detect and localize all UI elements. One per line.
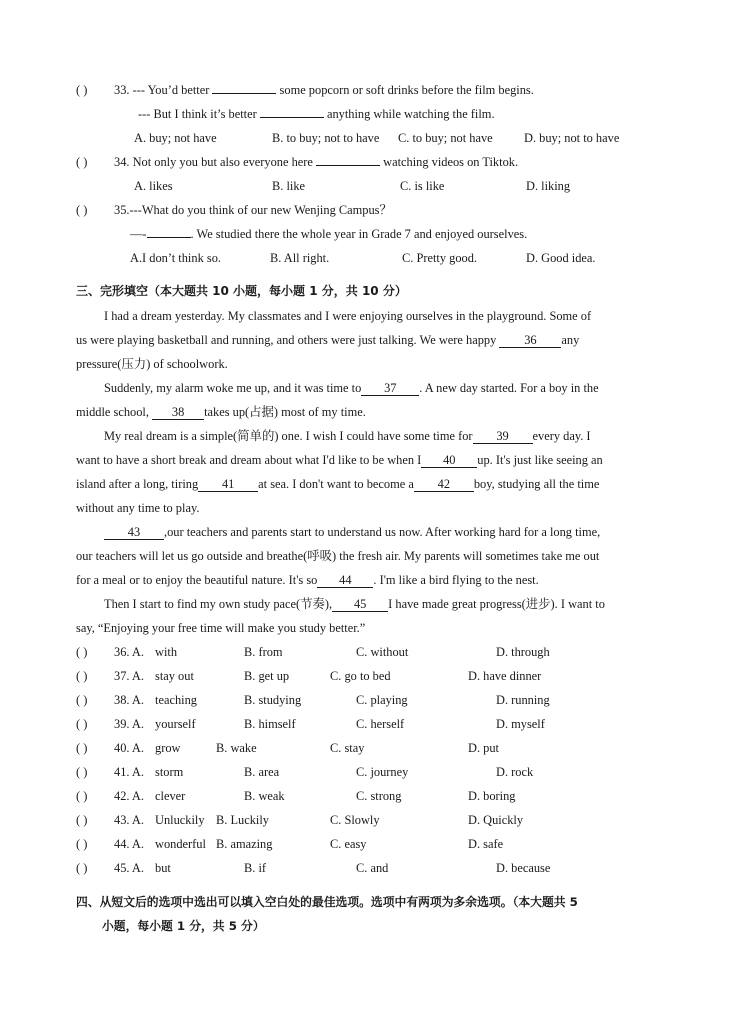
section-4-heading-line2: 小题，每小题 1 分，共 5 分）: [102, 919, 265, 933]
choice-41-c[interactable]: C. journey: [356, 765, 409, 779]
choice-38-c[interactable]: C. playing: [356, 693, 408, 707]
answer-paren-43[interactable]: ( ): [76, 813, 88, 827]
choice-39-c[interactable]: C. herself: [356, 717, 405, 731]
choice-38-a[interactable]: teaching: [155, 693, 197, 707]
passage-p2-line2: [76, 405, 366, 420]
option-34-a[interactable]: A. likes: [134, 179, 173, 193]
choice-42-b[interactable]: B. weak: [244, 789, 285, 803]
blank-34[interactable]: [316, 165, 380, 166]
choice-42-num: 42. A.: [114, 789, 144, 803]
answer-paren-45[interactable]: ( ): [76, 861, 88, 875]
choice-36-c[interactable]: C. without: [356, 645, 409, 659]
blank-36[interactable]: 36: [499, 334, 561, 348]
passage-p4-line1: [104, 525, 600, 540]
answer-paren-36[interactable]: ( ): [76, 645, 88, 659]
passage-p5-line1: [104, 597, 605, 612]
question-34: [114, 155, 518, 170]
option-35-c[interactable]: C. Pretty good.: [402, 251, 478, 265]
question-35-line2-a: —-: [130, 227, 147, 241]
passage-text: Suddenly, my alarm woke me up, and it was time to: [104, 381, 362, 395]
option-35-a[interactable]: A.I don’t think so.: [130, 251, 221, 265]
choice-44-c[interactable]: C. easy: [330, 837, 367, 851]
answer-paren-38[interactable]: ( ): [76, 693, 88, 707]
choice-44-num: 44. A.: [114, 837, 144, 851]
passage-text: . A new day started. For a boy in the: [419, 381, 599, 395]
answer-paren-42[interactable]: ( ): [76, 789, 88, 803]
passage-text: I have made great progress(进步). I want to: [388, 597, 605, 611]
answer-paren-39[interactable]: ( ): [76, 717, 88, 731]
question-35-line2-b: . We studied there the whole year in Grade 7 and enjoyed ourselves.: [190, 227, 528, 241]
passage-text: takes up(占据) most of my time.: [204, 405, 366, 419]
option-34-b[interactable]: B. like: [272, 179, 306, 193]
choice-36-a[interactable]: with: [155, 645, 178, 659]
option-35-b[interactable]: B. All right.: [270, 251, 330, 265]
question-33-stem-b: some popcorn or soft drinks before the film begins.: [279, 83, 534, 97]
passage-text: middle school,: [76, 405, 149, 419]
choice-37-b[interactable]: B. get up: [244, 669, 290, 683]
blank-37[interactable]: 37: [361, 382, 419, 396]
choice-45-b[interactable]: B. if: [244, 861, 267, 875]
answer-paren-33[interactable]: ( ): [76, 83, 88, 97]
passage-text: any: [561, 333, 580, 347]
option-33-c[interactable]: C. to buy; not have: [398, 131, 493, 145]
choice-40-c[interactable]: C. stay: [330, 741, 365, 755]
question-33-line2-a: --- But I think it’s better: [138, 107, 257, 121]
passage-text: up. It's just like seeing an: [477, 453, 603, 467]
choice-43-b[interactable]: B. Luckily: [216, 813, 269, 827]
blank-33a[interactable]: [212, 93, 276, 94]
choice-37-c[interactable]: C. go to bed: [330, 669, 391, 683]
passage-p1-line2: [76, 333, 579, 348]
choice-36-d[interactable]: D. through: [496, 645, 550, 659]
choice-41-d[interactable]: D. rock: [496, 765, 534, 779]
passage-text: island after a long, tiring: [76, 477, 199, 491]
question-35: [114, 203, 392, 218]
question-35-stem-a: 35.---What do you think of our new Wenjing Campus？: [114, 203, 392, 217]
choice-39-a[interactable]: yourself: [155, 717, 196, 731]
blank-40[interactable]: 40: [421, 454, 477, 468]
passage-p5-line2: say, “Enjoying your free time will make you study better.”: [76, 621, 366, 635]
blank-42[interactable]: 42: [414, 478, 474, 492]
choice-40-a[interactable]: grow: [155, 741, 181, 755]
choice-42-d[interactable]: D. boring: [468, 789, 516, 803]
choice-41-a[interactable]: storm: [155, 765, 184, 779]
choice-43-c[interactable]: C. Slowly: [330, 813, 380, 827]
choice-44-b[interactable]: B. amazing: [216, 837, 273, 851]
passage-text: boy, studying all the time: [473, 477, 600, 491]
question-33-stem-a: 33. --- You’d better: [114, 83, 210, 97]
choice-38-d[interactable]: D. running: [496, 693, 550, 707]
choice-43-num: 43. A.: [114, 813, 144, 827]
passage-p2-line1: [104, 381, 599, 396]
passage-text: for a meal or to enjoy the beautiful nature. It's so: [76, 573, 318, 587]
choice-40-b[interactable]: B. wake: [216, 741, 257, 755]
passage-p4-line3: [76, 573, 539, 588]
choice-39-d[interactable]: D. myself: [496, 717, 545, 731]
section-3-heading: 三、完形填空（本大题共 10 小题，每小题 1 分，共 10 分）: [76, 284, 407, 298]
question-34-stem-a: 34. Not only you but also everyone here: [114, 155, 313, 169]
choice-37-a[interactable]: stay out: [155, 669, 194, 683]
passage-text: us were playing basketball and running, and others were just talking. We were happy: [76, 333, 497, 347]
choice-39-num: 39. A.: [114, 717, 144, 731]
choice-44-a[interactable]: wonderful: [155, 837, 206, 851]
blank-45[interactable]: 45: [332, 598, 388, 612]
blank-41[interactable]: 41: [198, 478, 258, 492]
choice-37-num: 37. A.: [114, 669, 144, 683]
answer-paren-40[interactable]: ( ): [76, 741, 88, 755]
choice-45-c[interactable]: C. and: [356, 861, 389, 875]
passage-text: Then I start to find my own study pace(节奏),: [104, 597, 333, 611]
blank-33b[interactable]: [260, 117, 324, 118]
choice-45-d[interactable]: D. because: [496, 861, 551, 875]
choice-41-num: 41. A.: [114, 765, 144, 779]
section-4-heading-line1: 四、从短文后的选项中选出可以填入空白处的最佳选项。选项中有两项为多余选项。（本大题共 5: [76, 895, 578, 909]
passage-text: My real dream is a simple(简单的) one. I wish I could have some time for: [104, 429, 473, 443]
answer-paren-41[interactable]: ( ): [76, 765, 88, 779]
choice-45-a[interactable]: but: [155, 861, 171, 875]
answer-paren-44[interactable]: ( ): [76, 837, 88, 851]
passage-p1-line1: I had a dream yesterday. My classmates and I were enjoying ourselves in the playground. Some of: [104, 309, 592, 323]
option-34-d[interactable]: D. liking: [526, 179, 571, 193]
choice-45-num: 45. A.: [114, 861, 144, 875]
option-35-d[interactable]: D. Good idea.: [526, 251, 596, 265]
passage-p3-line1: [104, 429, 591, 444]
option-33-a[interactable]: A. buy; not have: [134, 131, 217, 145]
answer-paren-34[interactable]: ( ): [76, 155, 88, 169]
question-34-stem-b: watching videos on Tiktok.: [383, 155, 519, 169]
passage-text: . I'm like a bird flying to the nest.: [373, 573, 539, 587]
passage-text: at sea. I don't want to become a: [258, 477, 414, 491]
blank-39[interactable]: 39: [473, 430, 533, 444]
passage-text: want to have a short break and dream about what I'd like to be when I: [76, 453, 422, 467]
choice-37-d[interactable]: D. have dinner: [468, 669, 542, 683]
choice-43-d[interactable]: D. Quickly: [468, 813, 524, 827]
option-33-b[interactable]: B. to buy; not to have: [272, 131, 380, 145]
choice-42-a[interactable]: clever: [155, 789, 186, 803]
passage-p4-line2: our teachers will let us go outside and breathe(呼吸) the fresh air. My parents will sometimes take me out: [76, 549, 600, 563]
question-33-line2-b: anything while watching the film.: [326, 107, 495, 121]
blank-38[interactable]: 38: [152, 406, 204, 420]
choice-36-b[interactable]: B. from: [244, 645, 283, 659]
choice-44-d[interactable]: D. safe: [468, 837, 504, 851]
passage-p1-line3: pressure(压力) of schoolwork.: [76, 357, 228, 371]
choice-40-d[interactable]: D. put: [468, 741, 499, 755]
question-35-line2: [130, 227, 527, 242]
choice-43-a[interactable]: Unluckily: [155, 813, 205, 827]
option-34-c[interactable]: C. is like: [400, 179, 445, 193]
answer-paren-37[interactable]: ( ): [76, 669, 88, 683]
choice-42-c[interactable]: C. strong: [356, 789, 402, 803]
passage-text: every day. I: [532, 429, 591, 443]
option-33-d[interactable]: D. buy; not to have: [524, 131, 620, 145]
passage-p3-line2: [76, 453, 603, 468]
passage-text: ,our teachers and parents start to understand us now. After working hard for a long time,: [164, 525, 601, 539]
choice-39-b[interactable]: B. himself: [244, 717, 296, 731]
choice-38-b[interactable]: B. studying: [244, 693, 302, 707]
choice-36-num: 36. A.: [114, 645, 144, 659]
blank-43[interactable]: 43: [104, 526, 164, 540]
choice-38-num: 38. A.: [114, 693, 144, 707]
blank-44[interactable]: 44: [317, 574, 373, 588]
choice-40-num: 40. A.: [114, 741, 144, 755]
question-33: [114, 83, 534, 98]
blank-35[interactable]: [147, 237, 191, 238]
question-33-line2: [138, 107, 495, 122]
passage-p3-line3: [76, 477, 599, 492]
choice-41-b[interactable]: B. area: [244, 765, 280, 779]
passage-p3-line4: without any time to play.: [76, 501, 200, 515]
answer-paren-35[interactable]: ( ): [76, 203, 88, 217]
